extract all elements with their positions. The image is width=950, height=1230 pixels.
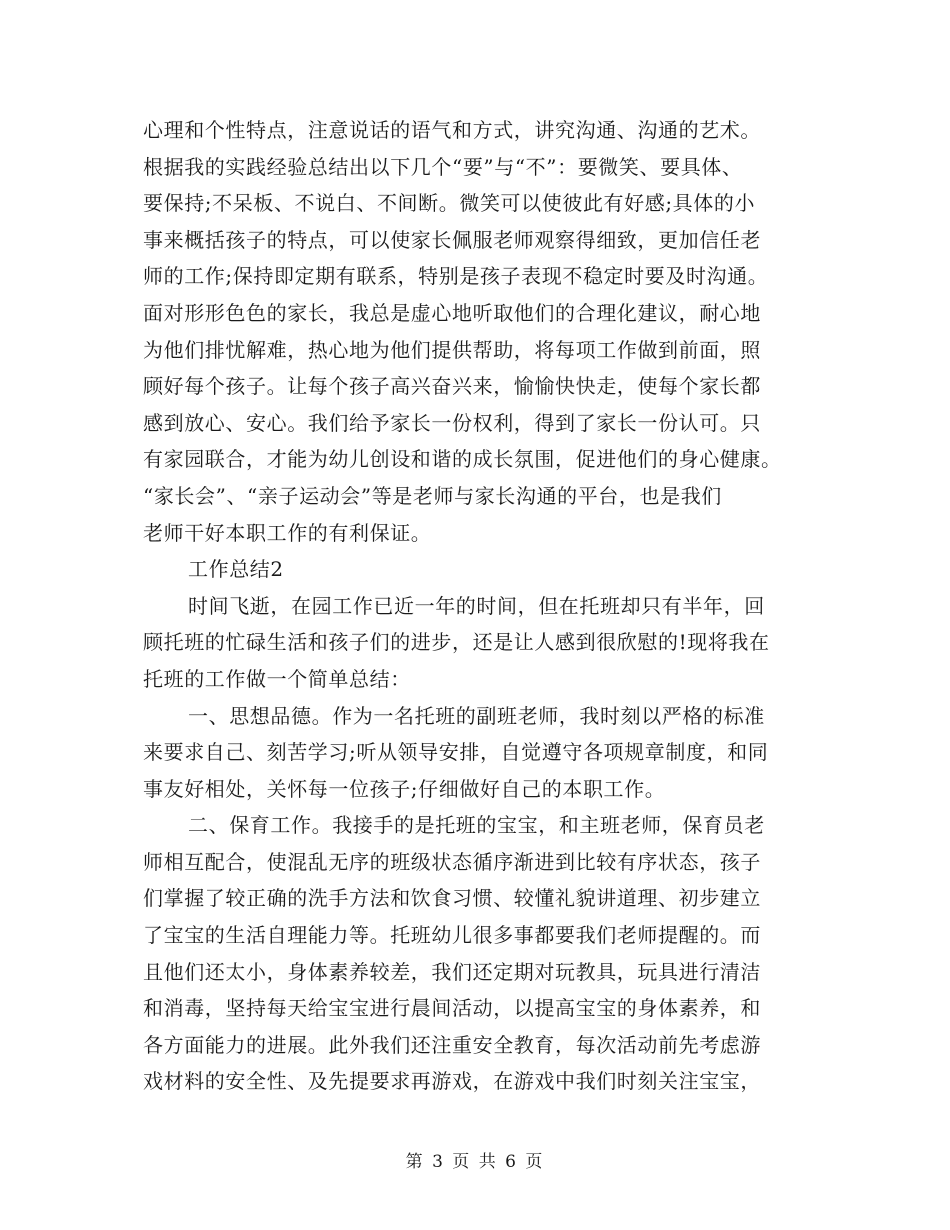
text-line: 有家园联合，才能为幼儿创设和谐的成长氛围，促进他们的身心健康。: [143, 447, 782, 472]
text-line: 顾托班的忙碌生活和孩子们的进步，还是让人感到很欣慰的!现将我在: [143, 630, 770, 655]
text-line: 师相互配合，使混乱无序的班级状态循序渐进到比较有序状态，孩子: [143, 849, 761, 874]
document-body: [143, 112, 803, 1100]
text-line: 一、思想品德。作为一名托班的副班老师，我时刻以严格的标准: [188, 703, 765, 728]
text-line: 师的工作;保持即定期有联系，特别是孩子表现不稳定时要及时沟通。: [143, 264, 769, 289]
text-line: 各方面能力的进展。此外我们还注重安全教育，每次活动前先考虑游: [143, 1032, 761, 1057]
text-line: 们掌握了较正确的洗手方法和饮食习惯、较懂礼貌讲道理、初步建立: [143, 886, 761, 911]
page-number-footer: 第 3 页 共 6 页: [405, 1152, 545, 1172]
text-line: 戏材料的安全性、及先提要求再游戏，在游戏中我们时刻关注宝宝，: [143, 1069, 761, 1094]
text-line: 时间飞逝，在园工作已近一年的时间，但在托班却只有半年，回: [188, 593, 765, 618]
text-line: “家长会”、“亲子运动会”等是老师与家长沟通的平台，也是我们: [143, 483, 722, 508]
text-line: 老师干好本职工作的有利保证。: [143, 520, 432, 545]
text-line: 面对形形色色的家长，我总是虚心地听取他们的合理化建议，耐心地: [143, 300, 761, 325]
text-line: 托班的工作做一个简单总结：: [143, 666, 411, 691]
text-line: 了宝宝的生活自理能力等。托班幼儿很多事都要我们老师提醒的。而: [143, 923, 761, 948]
text-line: 二、保育工作。我接手的是托班的宝宝，和主班老师，保育员老: [188, 813, 765, 838]
text-line: 工作总结2: [188, 557, 284, 582]
text-line: 顾好每个孩子。让每个孩子高兴奋兴来，愉愉快快走，使每个家长都: [143, 374, 761, 399]
text-line: 事来概括孩子的特点，可以使家长佩服老师观察得细致，更加信任老: [143, 227, 761, 252]
text-line: 来要求自己、刻苦学习;听从领导安排，自觉遵守各项规章制度，和同: [143, 740, 769, 765]
text-line: 事友好相处，关怀每一位孩子;仔细做好自己的本职工作。: [143, 776, 666, 801]
text-line: 要保持;不呆板、不说白、不间断。微笑可以使彼此有好感;具体的小: [143, 191, 756, 216]
text-line: 心理和个性特点，注意说话的语气和方式，讲究沟通、沟通的艺术。: [143, 118, 761, 142]
text-line: 根据我的实践经验总结出以下几个“要”与“不”：要微笑、要具体、: [143, 154, 743, 179]
text-line: 为他们排忧解难，热心地为他们提供帮助，将每项工作做到前面，照: [143, 337, 761, 362]
text-line: 且他们还太小，身体素养较差，我们还定期对玩教具，玩具进行清洁: [143, 959, 761, 984]
text-line: 感到放心、安心。我们给予家长一份权利，得到了家长一份认可。只: [143, 410, 761, 435]
text-line: 和消毒，坚持每天给宝宝进行晨间活动，以提高宝宝的身体素养，和: [143, 996, 761, 1021]
